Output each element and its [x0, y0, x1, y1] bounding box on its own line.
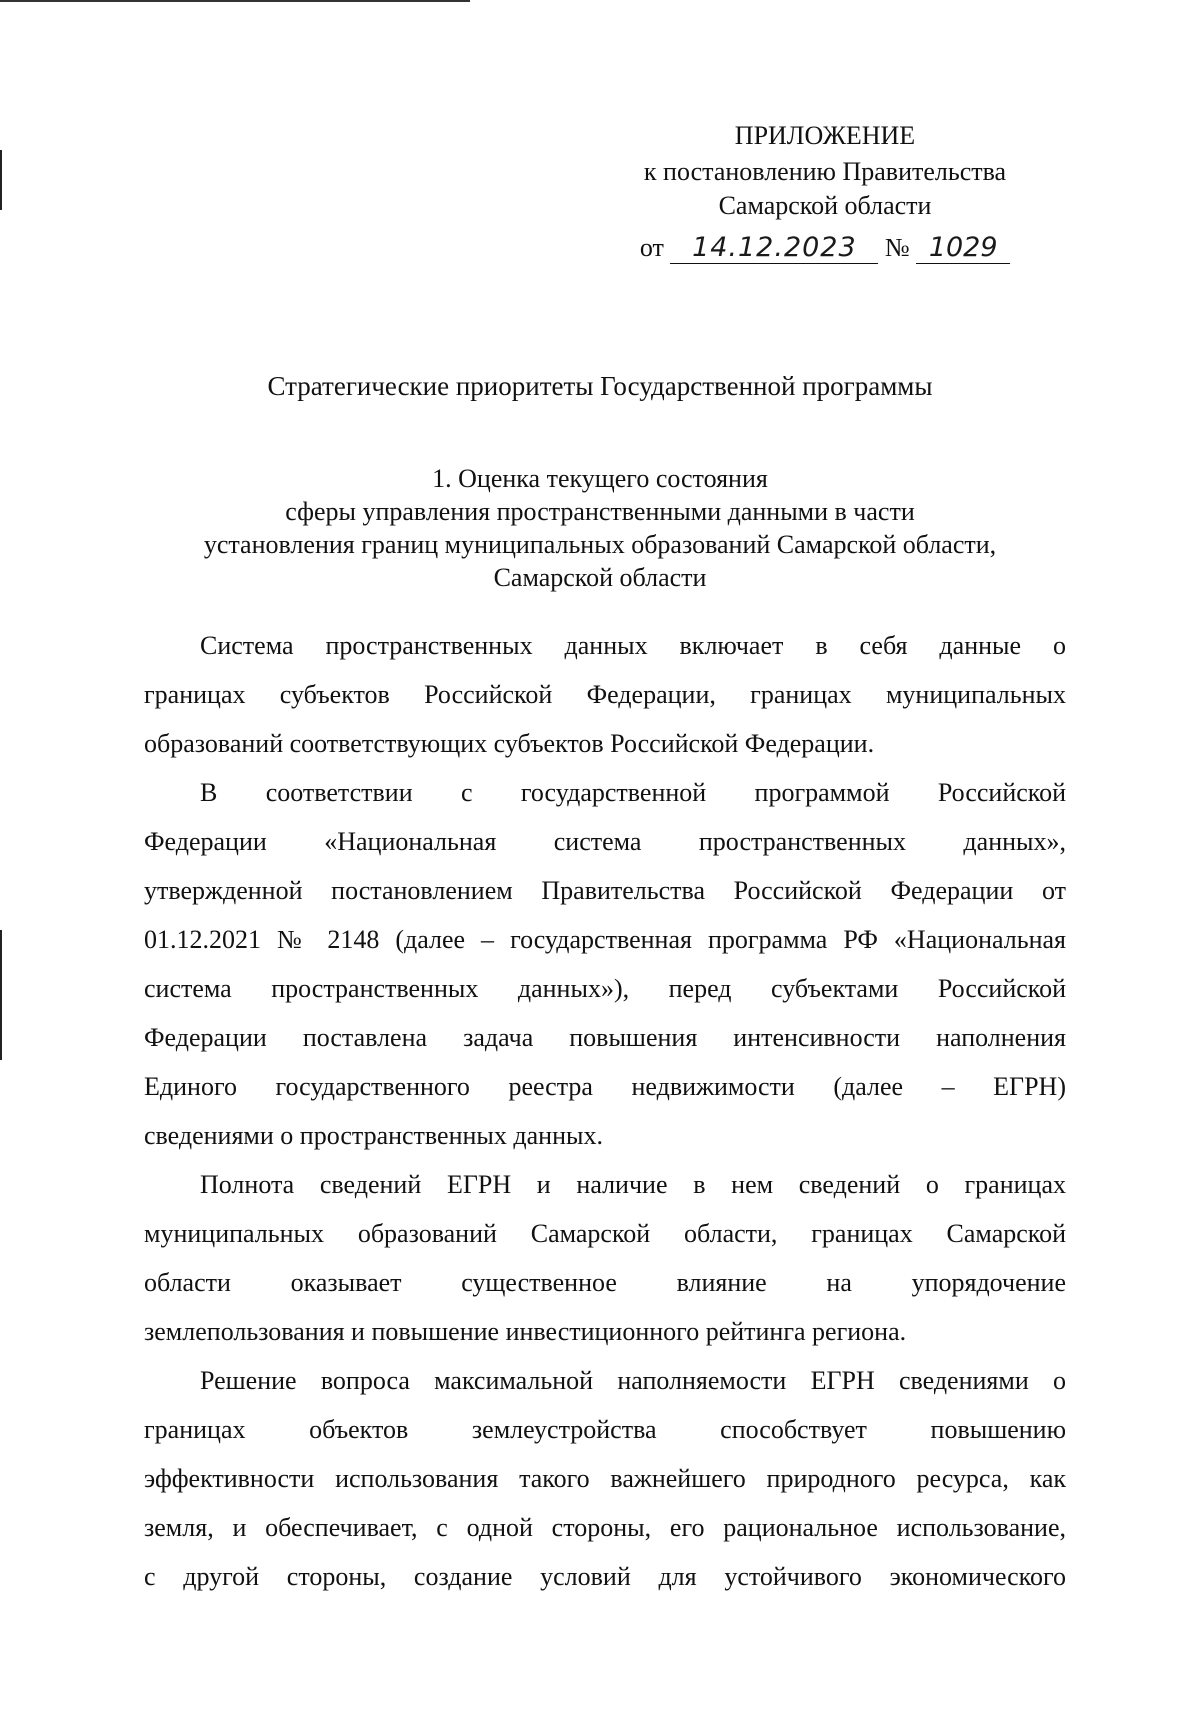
date-number-line: [600, 228, 1050, 268]
body-line: с другой стороны, создание условий для устойчивого экономического: [144, 1562, 1066, 1591]
body-line: границах объектов землеустройства способствует повышению: [144, 1415, 1066, 1444]
body-line: Система пространственных данных включает в себя данные о: [200, 631, 1066, 660]
body-line: Федерации поставлена задача повышения интенсивности наполнения: [144, 1023, 1066, 1052]
scan-edge-top: [0, 0, 470, 2]
body-line: Единого государственного реестра недвижимости (далее – ЕГРН): [144, 1072, 1066, 1101]
body-line: Полнота сведений ЕГРН и наличие в нем сведений о границах: [200, 1170, 1066, 1199]
handwritten-number: 1029: [916, 233, 1010, 264]
appendix-title: ПРИЛОЖЕНИЕ: [734, 121, 916, 150]
body-line: утвержденной постановлением Правительства Российской Федерации от: [144, 876, 1066, 905]
section-heading-line: 1. Оценка текущего состояния: [432, 464, 768, 493]
body-line: В соответствии с государственной программой Российской: [200, 778, 1066, 807]
body-line: землепользования и повышение инвестиционного рейтинга региона.: [144, 1317, 907, 1346]
body-line: границах субъектов Российской Федерации, границах муниципальных: [144, 680, 1066, 709]
section-heading-line: сферы управления пространственными данными в части: [285, 497, 915, 526]
section-heading-line: Самарской области: [493, 563, 707, 592]
scan-edge-left: [0, 930, 2, 1060]
body-line: сведениями о пространственных данных.: [144, 1121, 603, 1150]
section-heading-line: установления границ муниципальных образований Самарской области,: [203, 530, 997, 559]
handwritten-date: 14.12.2023: [670, 233, 878, 264]
appendix-subtitle: к постановлению Правительства: [643, 157, 1007, 186]
number-prefix: №: [884, 233, 910, 262]
body-line: муниципальных образований Самарской области, границах Самарской: [144, 1219, 1066, 1248]
body-line: земля, и обеспечивает, с одной стороны, его рациональное использование,: [144, 1513, 1066, 1542]
section-heading: [140, 462, 1060, 594]
body-line: области оказывает существенное влияние на упорядочение: [144, 1268, 1066, 1297]
body-line: система пространственных данных»), перед субъектами Российской: [144, 974, 1066, 1003]
body-line: образований соответствующих субъектов Российской Федерации.: [144, 729, 875, 758]
body-line: 01.12.2021 № 2148 (далее – государственная программа РФ «Национальная: [144, 925, 1066, 954]
date-prefix: от: [639, 233, 664, 262]
scan-edge-left: [0, 150, 2, 210]
body-line: эффективности использования такого важнейшего природного ресурса, как: [144, 1464, 1066, 1493]
body-line: Федерации «Национальная система пространственных данных»,: [144, 827, 1066, 856]
body-line: Решение вопроса максимальной наполняемости ЕГРН сведениями о: [200, 1366, 1066, 1395]
document-title: Стратегические приоритеты Государственной программы: [267, 371, 933, 401]
appendix-region: Самарской области: [718, 191, 932, 220]
